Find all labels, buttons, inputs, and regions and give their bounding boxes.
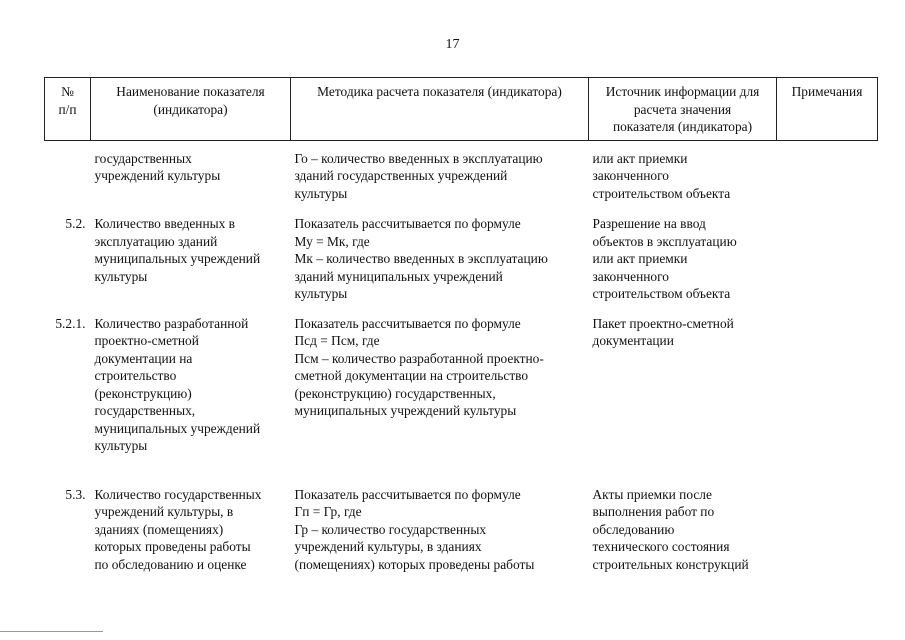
information-source: Разрешение на ввод объектов в эксплуатацию или акт приемки законченного строительством объекта	[592, 216, 737, 301]
indicator-name: Количество государственных учреждений культуры, в зданиях (помещениях) которых проведены работы по обследованию и оценке	[94, 486, 262, 572]
page-edge-rule	[0, 631, 103, 632]
row-number: 5.2.1.	[55, 315, 86, 331]
notes	[777, 486, 878, 574]
header-information-source: Источник информации для расчета значения показателя (индикатора)	[589, 78, 777, 141]
indicators-table	[44, 77, 878, 573]
information-source: Акты приемки после выполнения работ по обследованию технического состояния строительных конструкций	[592, 486, 749, 572]
table-row	[45, 140, 878, 215]
row-number	[45, 140, 91, 215]
header-notes: Примечания	[777, 78, 878, 141]
notes	[777, 215, 878, 315]
row-number: 5.3.	[65, 486, 86, 502]
table-row	[45, 315, 878, 486]
information-source: или акт приемки законченного строительством объекта	[592, 150, 731, 201]
table-row	[45, 215, 878, 315]
calculation-method: Показатель рассчитывается по формуле Псд = Псм, где Псм – количество разработанной проектно- сметной документации на строительство (реконструкцию) государственных, муниципальных учреждений культуры	[294, 315, 544, 418]
row-number: 5.2.	[65, 216, 86, 231]
information-source: Пакет проектно-сметной документации	[592, 315, 734, 348]
header-calculation-method: Методика расчета показателя (индикатора)	[291, 78, 589, 141]
page-number: 17	[445, 37, 460, 52]
header-number: № п/п	[45, 78, 91, 141]
notes	[777, 315, 878, 486]
indicator-name: Количество разработанной проектно-сметной документации на строительство (реконструкцию) государственных, муниципальных учреждений культуры	[94, 315, 261, 453]
table-header-row	[45, 78, 878, 141]
header-indicator-name: Наименование показателя (индикатора)	[91, 78, 291, 141]
indicator-name: государственных учреждений культуры	[94, 150, 221, 183]
table-row	[45, 486, 878, 574]
indicator-name: Количество введенных в эксплуатацию зданий муниципальных учреждений культуры	[94, 216, 261, 284]
calculation-method: Показатель рассчитывается по формуле Му = Мк, где Мк – количество введенных в эксплуатацию зданий муниципальных учреждений культуры	[294, 216, 548, 301]
notes	[777, 140, 878, 215]
calculation-method: Го – количество введенных в эксплуатацию зданий государственных учреждений культуры	[294, 150, 543, 201]
calculation-method: Показатель рассчитывается по формуле Гп = Гр, где Гр – количество государственных учреждений культуры, в зданиях (помещениях) которых проведены работы	[294, 486, 535, 572]
